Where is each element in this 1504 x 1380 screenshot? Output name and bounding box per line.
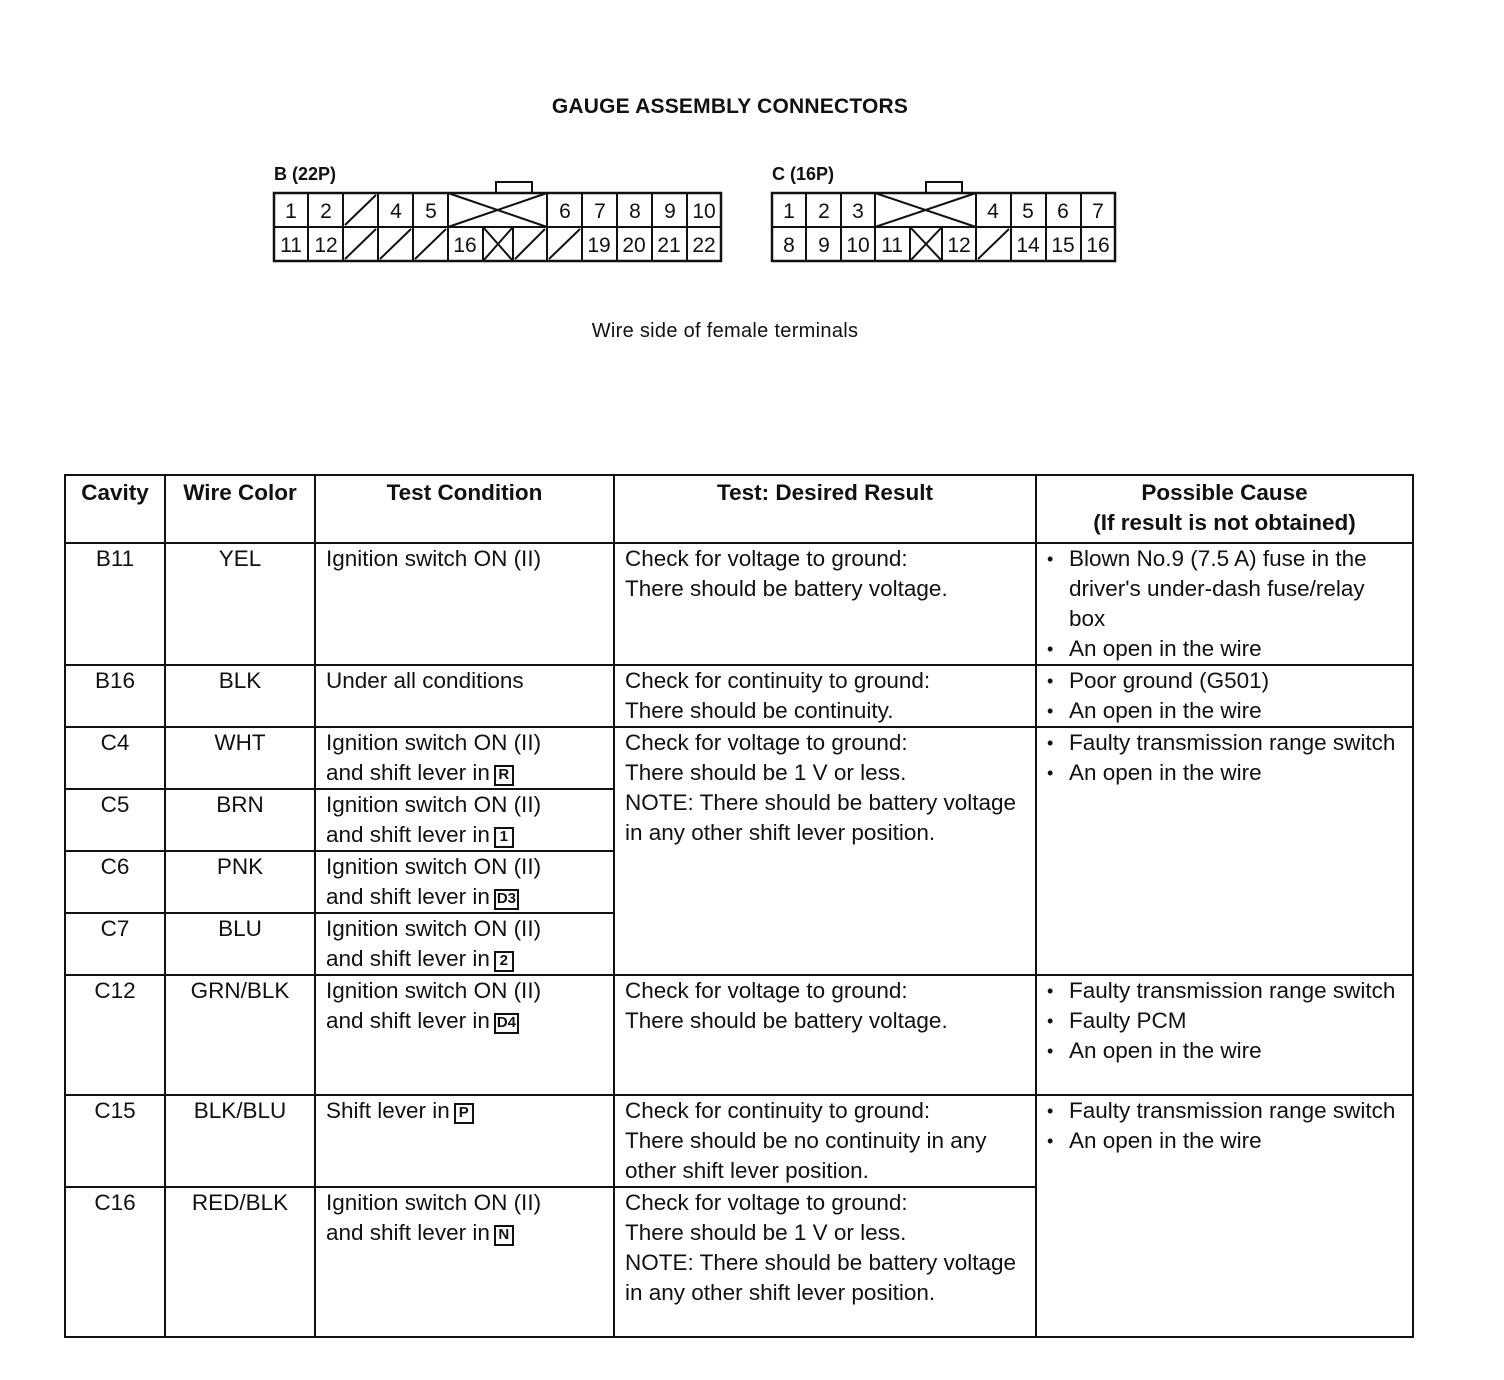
cause-item: • An open in the wire (1047, 758, 1402, 788)
table-row (65, 543, 1413, 665)
test-condition-cell (315, 1095, 614, 1187)
terminal-label: 8 (783, 234, 795, 257)
condition-text: Ignition switch ON (II) and shift lever in (326, 916, 542, 971)
test-condition-cell (315, 851, 614, 913)
wire-color-cell: BLK (165, 665, 315, 727)
shift-position-1-icon: 1 (494, 827, 514, 848)
cause-item: • Faulty transmission range switch (1047, 976, 1402, 1006)
terminal-label: 6 (1057, 200, 1069, 223)
test-condition-cell (315, 665, 614, 727)
header-test-condition: Test Condition (315, 475, 614, 543)
desired-result-cell: Check for voltage to ground: There should be battery voltage. (614, 543, 1036, 665)
condition-text: Ignition switch ON (II) and shift lever in (326, 730, 542, 785)
possible-cause-cell (1036, 543, 1413, 665)
condition-text: Ignition switch ON (II) and shift lever in (326, 1190, 542, 1245)
wire-color-cell: GRN/BLK (165, 975, 315, 1095)
possible-cause-cell (1036, 727, 1413, 975)
cause-item: • Faulty transmission range switch (1047, 728, 1402, 758)
header-desired-result: Test: Desired Result (614, 475, 1036, 543)
terminal-label: 16 (1086, 234, 1110, 257)
test-condition-cell (315, 789, 614, 851)
page-title: GAUGE ASSEMBLY CONNECTORS (551, 95, 909, 118)
cavity-cell: C7 (65, 913, 165, 975)
cavity-cell: C4 (65, 727, 165, 789)
shift-position-p-icon: P (454, 1103, 474, 1124)
wire-color-cell: BLU (165, 913, 315, 975)
terminal-label: 11 (280, 234, 302, 257)
table-row (65, 975, 1413, 1095)
test-condition-cell (315, 975, 614, 1095)
cavity-cell: C15 (65, 1095, 165, 1187)
test-condition-cell (315, 913, 614, 975)
terminal-label: 3 (852, 200, 864, 223)
cause-item: • An open in the wire (1047, 1036, 1402, 1066)
cavity-cell: C6 (65, 851, 165, 913)
condition-text: Ignition switch ON (II) and shift lever in (326, 978, 542, 1033)
wire-color-cell: RED/BLK (165, 1187, 315, 1337)
terminal-label: 6 (559, 200, 571, 223)
cavity-cell: C5 (65, 789, 165, 851)
terminal-label: 9 (818, 234, 830, 257)
terminal-label: 15 (1051, 234, 1075, 257)
cause-item: • An open in the wire (1047, 1126, 1402, 1156)
wire-color-cell: BLK/BLU (165, 1095, 315, 1187)
terminal-label: 2 (320, 200, 332, 223)
condition-text: Shift lever in (326, 1098, 450, 1123)
desired-result-cell: Check for voltage to ground: There should be battery voltage. (614, 975, 1036, 1095)
terminal-test-table (64, 474, 1414, 1338)
terminal-label: 22 (692, 234, 716, 257)
connector-b-diagram (273, 180, 723, 262)
terminal-label: 10 (846, 234, 870, 257)
table-row (65, 665, 1413, 727)
condition-text: Ignition switch ON (II) and shift lever in (326, 792, 542, 847)
terminal-label: 16 (453, 234, 477, 257)
terminal-label: 7 (1092, 200, 1104, 223)
terminal-label: 19 (587, 234, 611, 257)
terminal-label: 10 (692, 200, 716, 223)
condition-text: Ignition switch ON (II) (326, 546, 542, 571)
test-condition-cell (315, 543, 614, 665)
cause-item: • An open in the wire (1047, 696, 1402, 726)
terminal-label: 21 (657, 234, 681, 257)
cavity-cell: B11 (65, 543, 165, 665)
cavity-cell: C16 (65, 1187, 165, 1337)
shift-position-n-icon: N (494, 1225, 514, 1246)
terminal-label: 2 (818, 200, 830, 223)
cause-item: • An open in the wire (1047, 634, 1402, 664)
table-row (65, 1095, 1413, 1187)
terminal-label: 4 (390, 200, 402, 223)
terminal-label: 7 (594, 200, 606, 223)
table-row (65, 727, 1413, 789)
header-cavity: Cavity (65, 475, 165, 543)
condition-text: Ignition switch ON (II) and shift lever in (326, 854, 542, 909)
terminal-label: 11 (881, 234, 903, 257)
header-possible-cause: Possible Cause (If result is not obtained) (1036, 475, 1413, 543)
connector-c-diagram (771, 180, 1117, 262)
shift-position-d4-icon: D4 (494, 1013, 519, 1034)
diagram-caption: Wire side of female terminals (591, 320, 859, 342)
terminal-label: 9 (664, 200, 676, 223)
condition-text: Under all conditions (326, 668, 524, 693)
shift-position-r-icon: R (494, 765, 514, 786)
desired-result-cell: Check for voltage to ground: There should be 1 V or less. NOTE: There should be battery voltage in any other shift lever position. (614, 727, 1036, 975)
terminal-label: 20 (622, 234, 646, 257)
connector-c-label: C (16P) (772, 164, 835, 184)
terminal-label: 14 (1016, 234, 1040, 257)
wire-color-cell: YEL (165, 543, 315, 665)
terminal-label: 1 (783, 200, 795, 223)
shift-position-d3-icon: D3 (494, 889, 519, 910)
possible-cause-cell (1036, 665, 1413, 727)
terminal-label: 4 (987, 200, 999, 223)
possible-cause-cell (1036, 1095, 1413, 1337)
terminal-label: 5 (425, 200, 437, 223)
cause-item: • Poor ground (G501) (1047, 666, 1402, 696)
wire-color-cell: WHT (165, 727, 315, 789)
table-header-row (65, 475, 1413, 543)
terminal-label: 12 (947, 234, 971, 257)
desired-result-cell: Check for continuity to ground: There should be continuity. (614, 665, 1036, 727)
wire-color-cell: PNK (165, 851, 315, 913)
desired-result-cell: Check for continuity to ground: There should be no continuity in any other shift lever position. (614, 1095, 1036, 1187)
cause-item: • Blown No.9 (7.5 A) fuse in the driver's under-dash fuse/relay box (1047, 544, 1402, 634)
cause-item: • Faulty transmission range switch (1047, 1096, 1402, 1126)
cavity-cell: C12 (65, 975, 165, 1095)
terminal-label: 1 (285, 200, 297, 223)
connector-b-label: B (22P) (274, 164, 337, 184)
shift-position-2-icon: 2 (494, 951, 514, 972)
desired-result-cell: Check for voltage to ground: There should be 1 V or less. NOTE: There should be battery voltage in any other shift lever position. (614, 1187, 1036, 1337)
test-condition-cell (315, 1187, 614, 1337)
wire-color-cell: BRN (165, 789, 315, 851)
cavity-cell: B16 (65, 665, 165, 727)
terminal-label: 12 (314, 234, 338, 257)
terminal-label: 5 (1022, 200, 1034, 223)
terminal-label: 8 (629, 200, 641, 223)
cause-item: • Faulty PCM (1047, 1006, 1402, 1036)
possible-cause-cell (1036, 975, 1413, 1095)
header-wire-color: Wire Color (165, 475, 315, 543)
test-condition-cell (315, 727, 614, 789)
